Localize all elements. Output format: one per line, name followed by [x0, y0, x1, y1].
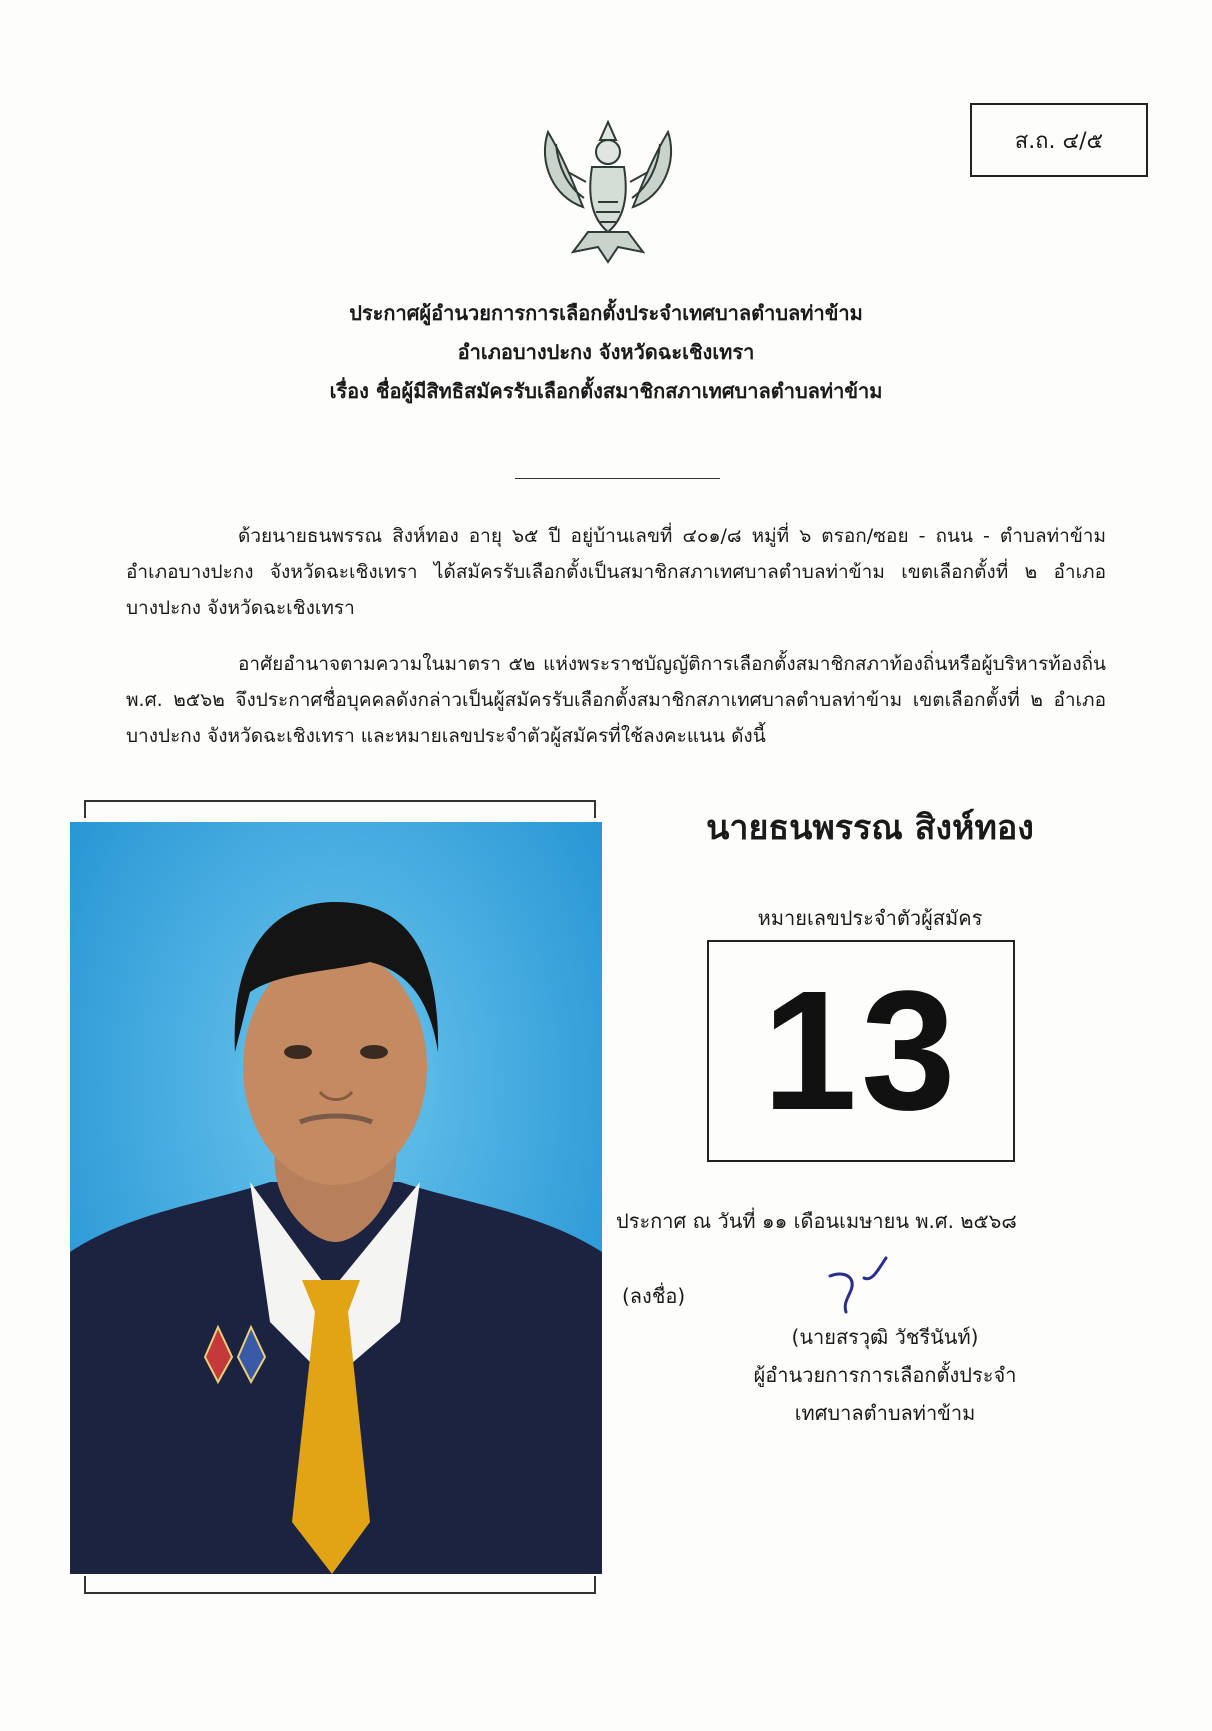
announcement-date: ประกาศ ณ วันที่ ๑๑ เดือนเมษายน พ.ศ. ๒๕๖๘	[616, 1209, 1017, 1233]
signer-name: (นายสรวุฒิ วัชรีนันท์)	[791, 1325, 979, 1349]
photo-frame-bottom	[84, 1576, 596, 1594]
signer-title-line-2: เทศบาลตำบลท่าข้าม	[794, 1401, 976, 1425]
header-line-1: ประกาศผู้อำนวยการการเลือกตั้งประจำเทศบาลตำบลท่าข้าม	[349, 301, 863, 325]
candidate-number-label: หมายเลขประจำตัวผู้สมัคร	[757, 906, 983, 930]
body-paragraph-2	[126, 646, 1106, 754]
candidate-number: 13	[762, 956, 960, 1146]
divider	[515, 478, 720, 479]
body-paragraph-1	[126, 518, 1106, 626]
header-line-3: เรื่อง ชื่อผู้มีสิทธิสมัครรับเลือกตั้งสมาชิกสภาเทศบาลตำบลท่าข้าม	[329, 379, 883, 403]
candidate-name: นายธนพรรณ สิงห์ทอง	[706, 808, 1034, 848]
paragraph-1-text: ด้วยนายธนพรรณ สิงห์ทอง อายุ ๖๕ ปี อยู่บ้านเลขที่ ๔๐๑/๘ หมู่ที่ ๖ ตรอก/ซอย - ถนน - ตำบลท่าข้าม อำเภอบางปะกง จังหวัดฉะเชิงเทรา ได้สมัครรับเลือกตั้งเป็นสมาชิกสภาเทศบาลตำบลท่าข้าม เขตเลือกตั้งที่ ๒ อำเภอบางปะกง จังหวัดฉะเชิงเทรา	[126, 525, 1106, 619]
candidate-photo	[70, 822, 602, 1574]
sign-label: (ลงชื่อ)	[622, 1284, 686, 1308]
photo-frame-top	[84, 800, 596, 818]
header-line-2: อำเภอบางปะกง จังหวัดฉะเชิงเทรา	[457, 340, 755, 364]
paragraph-2-text: อาศัยอำนาจตามความในมาตรา ๕๒ แห่งพระราชบัญญัติการเลือกตั้งสมาชิกสภาท้องถิ่นหรือผู้บริหารท้องถิ่น พ.ศ. ๒๕๖๒ จึงประกาศชื่อบุคคลดังกล่าวเป็นผู้สมัครรับเลือกตั้งสมาชิกสภาเทศบาลตำบลท่าข้าม เขตเลือกตั้งที่ ๒ อำเภอบางปะกง จังหวัดฉะเชิงเทรา และหมายเลขประจำตัวผู้สมัครที่ใช้ลงคะแนน ดังนี้	[126, 653, 1106, 747]
form-code: ส.ถ. ๔/๕	[1014, 128, 1104, 154]
signer-title-line-1: ผู้อำนวยการการเลือกตั้งประจำ	[753, 1363, 1017, 1387]
garuda-emblem-icon	[528, 112, 688, 272]
candidate-number-box	[707, 940, 1015, 1162]
form-code-box	[970, 103, 1148, 177]
signature-mark	[820, 1248, 910, 1328]
